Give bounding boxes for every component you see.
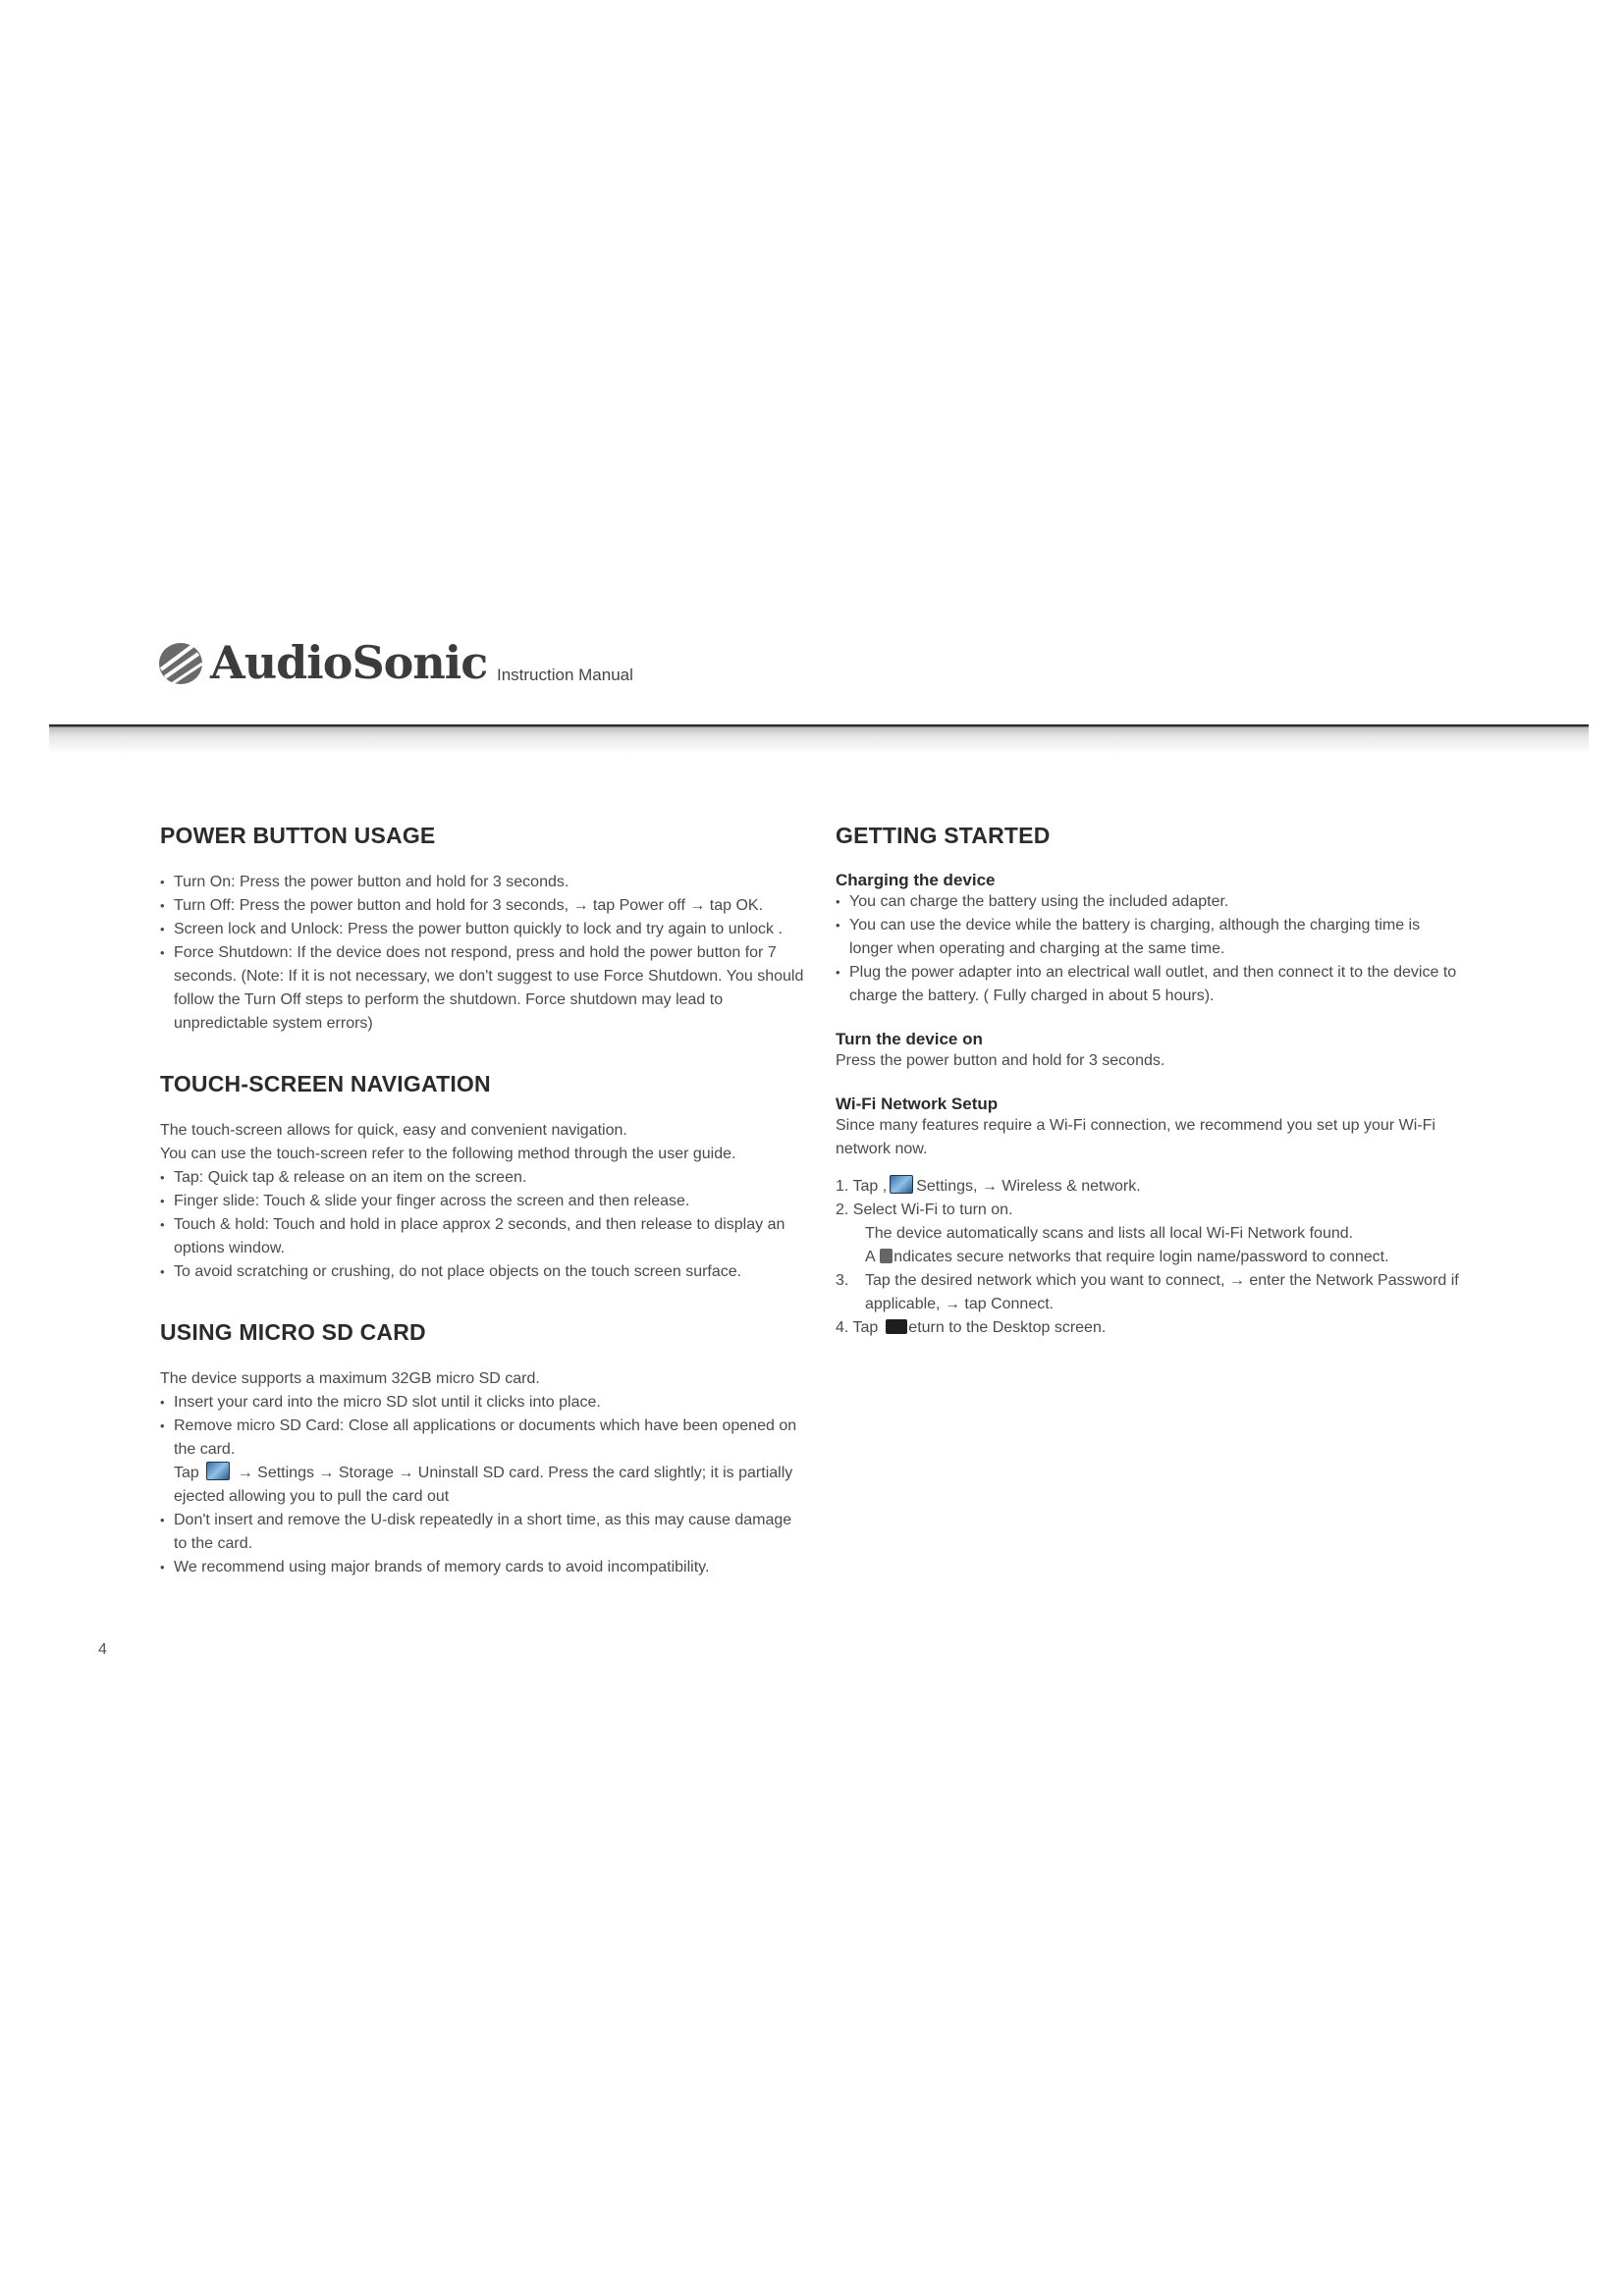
- charging-subtitle: Charging the device: [836, 871, 996, 889]
- step-1-prefix: Tap ,: [852, 1178, 888, 1195]
- touch-intro-2: You can use the touch-screen refer to the following method through the user guide.: [160, 1146, 736, 1162]
- brand-name: AudioSonic: [210, 636, 488, 689]
- list-item: • Insert your card into the micro SD slot until it clicks into place.: [160, 1391, 808, 1415]
- step-2-sub-suffix: ndicates secure networks that require login name/password to connect.: [893, 1249, 1389, 1265]
- charging-list: [836, 890, 1464, 1008]
- header-divider: [49, 724, 1589, 754]
- sd-remove-text: Remove micro SD Card: Close all applications or documents which have been opened on the card.: [174, 1417, 797, 1458]
- wifi-steps: [836, 1175, 1464, 1340]
- list-item: • Touch & hold: Touch and hold in place approx 2 seconds, and then release to display an options window.: [160, 1213, 808, 1260]
- turn-on-subtitle: Turn the device on: [836, 1030, 983, 1048]
- app-menu-icon: [206, 1462, 230, 1480]
- step-2-sub-prefix: A: [865, 1249, 875, 1265]
- step-number: 2.: [836, 1201, 849, 1218]
- right-column: [836, 823, 1464, 1340]
- list-item: • Don't insert and remove the U-disk repeatedly in a short time, as this may cause damage to the card.: [160, 1509, 808, 1556]
- list-item: • Turn On: Press the power button and hold for 3 seconds.: [160, 871, 808, 894]
- list-item: • Screen lock and Unlock: Press the power button quickly to lock and try again to unlock .: [160, 918, 808, 941]
- page-header: [157, 638, 746, 697]
- step-number: 3.: [836, 1272, 849, 1289]
- wifi-subtitle: Wi-Fi Network Setup: [836, 1095, 999, 1113]
- touch-list: [160, 1166, 808, 1284]
- list-item: • Finger slide: Touch & slide your finger across the screen and then release.: [160, 1190, 808, 1213]
- step-1-suffix: Settings, → Wireless & network.: [916, 1178, 1141, 1195]
- list-item: • We recommend using major brands of memory cards to avoid incompatibility.: [160, 1556, 808, 1579]
- audiosonic-logo-icon: [157, 640, 204, 687]
- list-item: • To avoid scratching or crushing, do not place objects on the touch screen surface.: [160, 1260, 808, 1284]
- list-item: • Turn Off: Press the power button and hold for 3 seconds, → tap Power off → tap OK.: [160, 894, 808, 918]
- touch-section-title: TOUCH-SCREEN NAVIGATION: [160, 1071, 491, 1096]
- step-number: 1.: [836, 1178, 849, 1195]
- sd-intro: The device supports a maximum 32GB micro SD card.: [160, 1370, 540, 1387]
- list-item: • You can use the device while the battery is charging, although the charging time is longer when operating and charging at the same time.: [836, 914, 1464, 961]
- list-item: [160, 1415, 808, 1509]
- step-3-text: Tap the desired network which you want to connect, → enter the Network Password if applicable, → tap Connect.: [865, 1272, 1459, 1312]
- sd-section-title: USING MICRO SD CARD: [160, 1319, 426, 1345]
- getting-started-title: GETTING STARTED: [836, 823, 1051, 848]
- document-label: Instruction Manual: [497, 666, 633, 684]
- list-item: • You can charge the battery using the included adapter.: [836, 890, 1464, 914]
- list-item: • Tap: Quick tap & release on an item on the screen.: [160, 1166, 808, 1190]
- sd-tap-suffix: → Settings → Storage → Uninstall SD card. Press the card slightly; it is partially ejected allowing you to pull the card out: [174, 1465, 793, 1505]
- step-number: 4.: [836, 1319, 849, 1336]
- list-item: • Force Shutdown: If the device does not respond, press and hold the power button for 7 seconds. (Note: If it is not necessary, we don't suggest to use Force Shutdown. You should follow the Turn Off steps to perform the shutdown. Force shutdown may lead to unpredictable system errors): [160, 941, 808, 1036]
- power-list: [160, 871, 808, 1036]
- wifi-intro: Since many features require a Wi-Fi connection, we recommend you set up your Wi-Fi network now.: [836, 1117, 1435, 1157]
- wifi-step-2-detail-2: [836, 1246, 1464, 1269]
- return-icon: [886, 1319, 907, 1334]
- sd-list: [160, 1391, 808, 1579]
- power-section-title: POWER BUTTON USAGE: [160, 823, 436, 848]
- wifi-step-3: [836, 1269, 1464, 1316]
- sd-tap-prefix: Tap: [174, 1465, 199, 1481]
- touch-intro-1: The touch-screen allows for quick, easy and convenient navigation.: [160, 1122, 627, 1139]
- step-4-prefix: Tap: [852, 1319, 879, 1336]
- wifi-step-2-detail-1: The device automatically scans and lists all local Wi-Fi Network found.: [865, 1225, 1354, 1242]
- wifi-step-4: [836, 1316, 1464, 1340]
- turn-on-text: Press the power button and hold for 3 seconds.: [836, 1052, 1165, 1069]
- step-4-suffix: eturn to the Desktop screen.: [908, 1319, 1107, 1336]
- wifi-step-1: [836, 1175, 1464, 1199]
- page-number: 4: [98, 1641, 107, 1658]
- list-item: • Plug the power adapter into an electrical wall outlet, and then connect it to the device to charge the battery. ( Fully charged in about 5 hours).: [836, 961, 1464, 1008]
- wifi-step-2: [836, 1199, 1464, 1222]
- settings-app-icon: [890, 1175, 913, 1194]
- lock-icon: [880, 1249, 893, 1263]
- step-2-text: Select Wi-Fi to turn on.: [852, 1201, 1013, 1218]
- left-column: [160, 823, 808, 1579]
